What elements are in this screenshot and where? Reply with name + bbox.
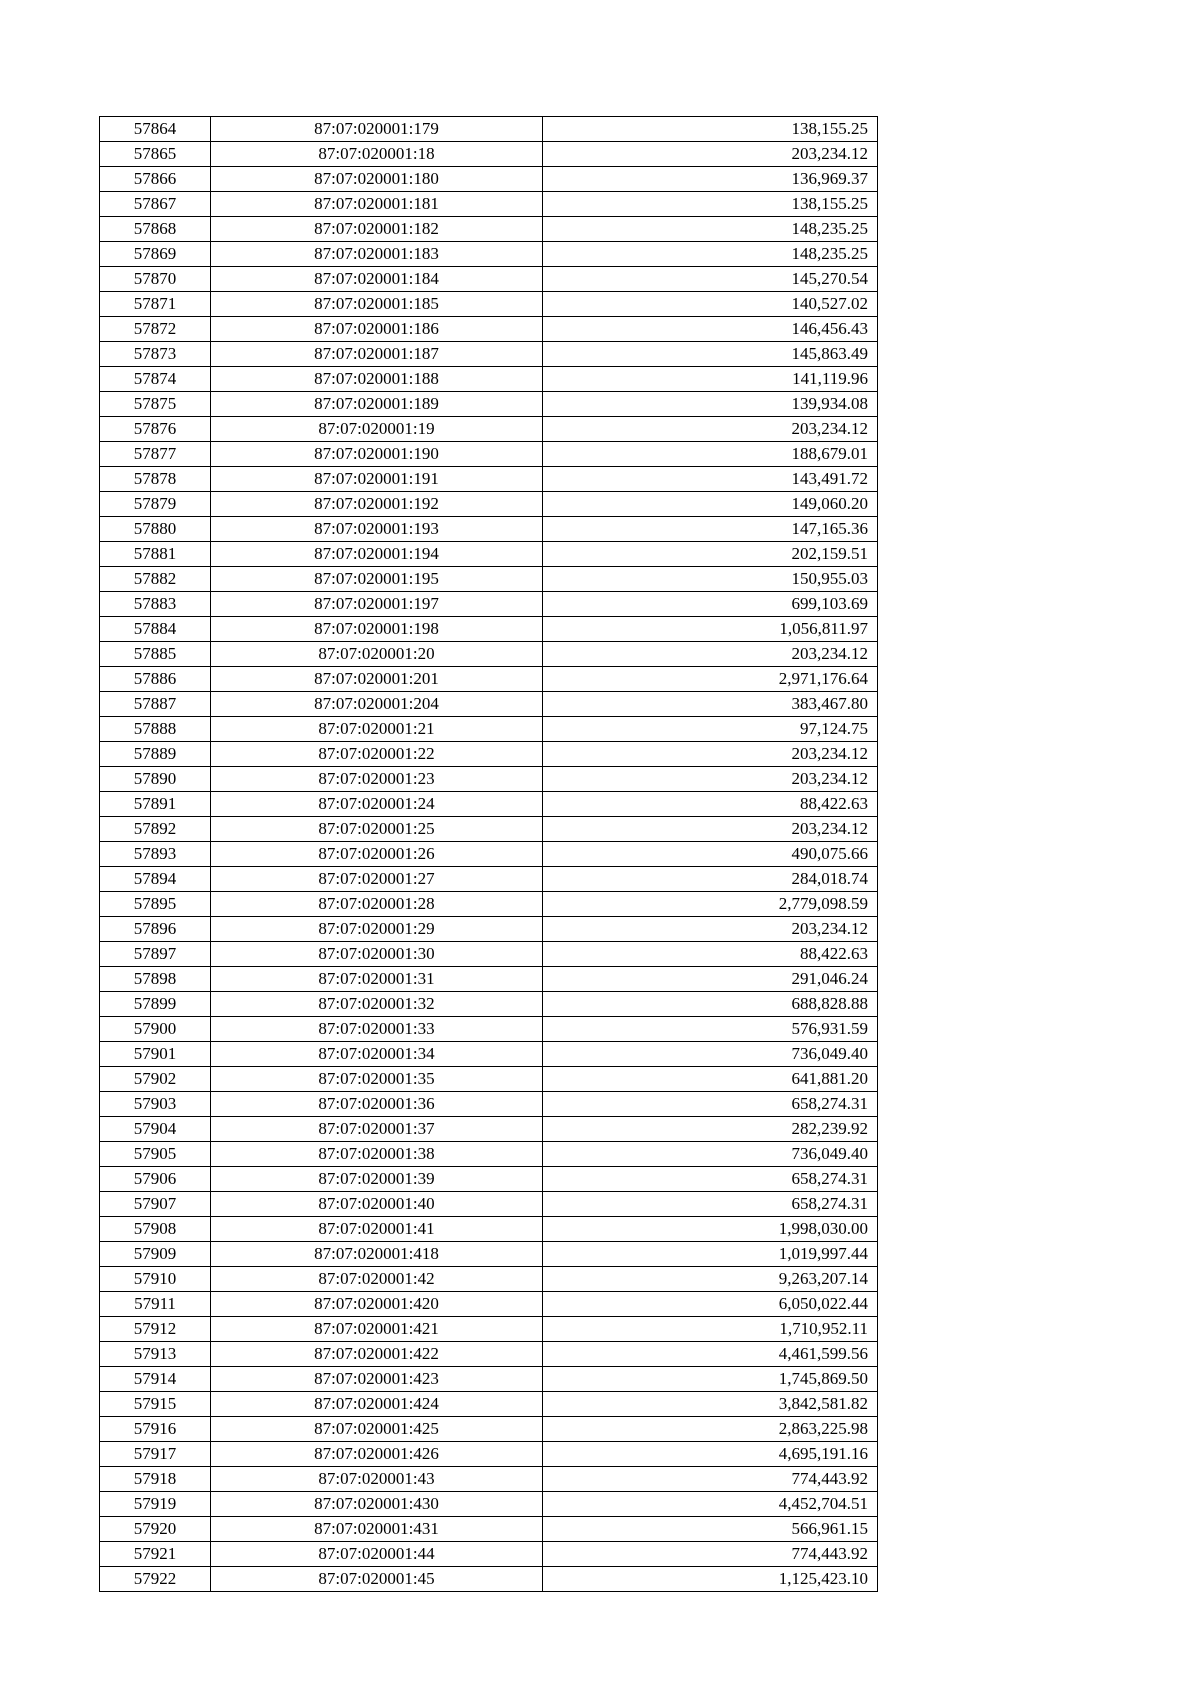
table-row (100, 1392, 878, 1417)
table-row (100, 1042, 878, 1067)
table-row (100, 317, 878, 342)
cadastral-number-cell: 87:07:020001:426 (211, 1442, 543, 1467)
cadastral-number-cell: 87:07:020001:42 (211, 1267, 543, 1292)
value-cell: 149,060.20 (543, 492, 878, 517)
row-number-cell: 57865 (100, 142, 211, 167)
table-row (100, 117, 878, 142)
cadastral-number-cell: 87:07:020001:34 (211, 1042, 543, 1067)
row-number-cell: 57888 (100, 717, 211, 742)
row-number-cell: 57894 (100, 867, 211, 892)
table-row (100, 442, 878, 467)
value-cell: 736,049.40 (543, 1142, 878, 1167)
table-row (100, 367, 878, 392)
table-row (100, 467, 878, 492)
value-cell: 1,745,869.50 (543, 1367, 878, 1392)
table-row (100, 767, 878, 792)
table-row (100, 1417, 878, 1442)
cadastral-number-cell: 87:07:020001:35 (211, 1067, 543, 1092)
row-number-cell: 57876 (100, 417, 211, 442)
row-number-cell: 57886 (100, 667, 211, 692)
table-row (100, 817, 878, 842)
row-number-cell: 57870 (100, 267, 211, 292)
table-row (100, 592, 878, 617)
value-cell: 138,155.25 (543, 192, 878, 217)
cadastral-number-cell: 87:07:020001:37 (211, 1117, 543, 1142)
row-number-cell: 57871 (100, 292, 211, 317)
table-row (100, 1142, 878, 1167)
row-number-cell: 57875 (100, 392, 211, 417)
table-row (100, 867, 878, 892)
value-cell: 282,239.92 (543, 1117, 878, 1142)
cadastral-number-cell: 87:07:020001:23 (211, 767, 543, 792)
row-number-cell: 57914 (100, 1367, 211, 1392)
table-row (100, 417, 878, 442)
table-row (100, 1342, 878, 1367)
row-number-cell: 57877 (100, 442, 211, 467)
value-cell: 143,491.72 (543, 467, 878, 492)
cadastral-number-cell: 87:07:020001:186 (211, 317, 543, 342)
row-number-cell: 57864 (100, 117, 211, 142)
row-number-cell: 57884 (100, 617, 211, 642)
value-cell: 203,234.12 (543, 417, 878, 442)
cadastral-number-cell: 87:07:020001:424 (211, 1392, 543, 1417)
value-cell: 203,234.12 (543, 142, 878, 167)
cadastral-number-cell: 87:07:020001:30 (211, 942, 543, 967)
cadastral-number-cell: 87:07:020001:181 (211, 192, 543, 217)
value-cell: 641,881.20 (543, 1067, 878, 1092)
row-number-cell: 57919 (100, 1492, 211, 1517)
cadastral-number-cell: 87:07:020001:185 (211, 292, 543, 317)
cadastral-number-cell: 87:07:020001:43 (211, 1467, 543, 1492)
table-row (100, 1192, 878, 1217)
table-row (100, 1517, 878, 1542)
row-number-cell: 57915 (100, 1392, 211, 1417)
value-cell: 139,934.08 (543, 392, 878, 417)
cadastral-number-cell: 87:07:020001:421 (211, 1317, 543, 1342)
row-number-cell: 57899 (100, 992, 211, 1017)
value-cell: 202,159.51 (543, 542, 878, 567)
row-number-cell: 57889 (100, 742, 211, 767)
table-row (100, 842, 878, 867)
value-cell: 566,961.15 (543, 1517, 878, 1542)
row-number-cell: 57917 (100, 1442, 211, 1467)
row-number-cell: 57873 (100, 342, 211, 367)
value-cell: 3,842,581.82 (543, 1392, 878, 1417)
cadastral-number-cell: 87:07:020001:27 (211, 867, 543, 892)
table-row (100, 992, 878, 1017)
row-number-cell: 57882 (100, 567, 211, 592)
value-cell: 688,828.88 (543, 992, 878, 1017)
row-number-cell: 57892 (100, 817, 211, 842)
row-number-cell: 57867 (100, 192, 211, 217)
cadastral-number-cell: 87:07:020001:38 (211, 1142, 543, 1167)
value-cell: 291,046.24 (543, 967, 878, 992)
table-row (100, 167, 878, 192)
cadastral-number-cell: 87:07:020001:431 (211, 1517, 543, 1542)
row-number-cell: 57866 (100, 167, 211, 192)
value-cell: 141,119.96 (543, 367, 878, 392)
value-cell: 1,998,030.00 (543, 1217, 878, 1242)
table-row (100, 917, 878, 942)
cadastral-number-cell: 87:07:020001:195 (211, 567, 543, 592)
table-row (100, 292, 878, 317)
value-cell: 148,235.25 (543, 242, 878, 267)
row-number-cell: 57909 (100, 1242, 211, 1267)
value-cell: 4,695,191.16 (543, 1442, 878, 1467)
value-cell: 2,971,176.64 (543, 667, 878, 692)
value-cell: 145,270.54 (543, 267, 878, 292)
table-row (100, 392, 878, 417)
table-row (100, 642, 878, 667)
table-row (100, 967, 878, 992)
value-cell: 774,443.92 (543, 1467, 878, 1492)
table-row (100, 1442, 878, 1467)
cadastral-number-cell: 87:07:020001:423 (211, 1367, 543, 1392)
row-number-cell: 57872 (100, 317, 211, 342)
cadastral-number-cell: 87:07:020001:32 (211, 992, 543, 1017)
row-number-cell: 57883 (100, 592, 211, 617)
value-cell: 4,452,704.51 (543, 1492, 878, 1517)
table-row (100, 1242, 878, 1267)
table-row (100, 617, 878, 642)
row-number-cell: 57881 (100, 542, 211, 567)
row-number-cell: 57912 (100, 1317, 211, 1342)
row-number-cell: 57922 (100, 1567, 211, 1592)
row-number-cell: 57918 (100, 1467, 211, 1492)
value-cell: 203,234.12 (543, 817, 878, 842)
cadastral-number-cell: 87:07:020001:425 (211, 1417, 543, 1442)
row-number-cell: 57900 (100, 1017, 211, 1042)
table-row (100, 742, 878, 767)
value-cell: 140,527.02 (543, 292, 878, 317)
cadastral-number-cell: 87:07:020001:20 (211, 642, 543, 667)
value-cell: 736,049.40 (543, 1042, 878, 1067)
row-number-cell: 57902 (100, 1067, 211, 1092)
table-row (100, 1067, 878, 1092)
table-row (100, 492, 878, 517)
value-cell: 88,422.63 (543, 942, 878, 967)
table-row (100, 1317, 878, 1342)
cadastral-number-cell: 87:07:020001:182 (211, 217, 543, 242)
cadastral-number-cell: 87:07:020001:25 (211, 817, 543, 842)
row-number-cell: 57874 (100, 367, 211, 392)
table-row (100, 942, 878, 967)
cadastral-number-cell: 87:07:020001:22 (211, 742, 543, 767)
table-row (100, 717, 878, 742)
row-number-cell: 57920 (100, 1517, 211, 1542)
value-cell: 203,234.12 (543, 767, 878, 792)
table-row (100, 1542, 878, 1567)
row-number-cell: 57906 (100, 1167, 211, 1192)
table-row (100, 192, 878, 217)
cadastral-number-cell: 87:07:020001:184 (211, 267, 543, 292)
cadastral-value-table (99, 116, 878, 1592)
cadastral-number-cell: 87:07:020001:430 (211, 1492, 543, 1517)
cadastral-number-cell: 87:07:020001:19 (211, 417, 543, 442)
value-cell: 150,955.03 (543, 567, 878, 592)
row-number-cell: 57908 (100, 1217, 211, 1242)
cadastral-number-cell: 87:07:020001:29 (211, 917, 543, 942)
row-number-cell: 57916 (100, 1417, 211, 1442)
table-row (100, 1017, 878, 1042)
value-cell: 188,679.01 (543, 442, 878, 467)
value-cell: 658,274.31 (543, 1167, 878, 1192)
table-row (100, 1292, 878, 1317)
row-number-cell: 57913 (100, 1342, 211, 1367)
table-body (100, 117, 878, 1592)
cadastral-number-cell: 87:07:020001:39 (211, 1167, 543, 1192)
row-number-cell: 57890 (100, 767, 211, 792)
table-row (100, 1217, 878, 1242)
table-row (100, 1092, 878, 1117)
row-number-cell: 57887 (100, 692, 211, 717)
table-row (100, 517, 878, 542)
cadastral-number-cell: 87:07:020001:24 (211, 792, 543, 817)
row-number-cell: 57879 (100, 492, 211, 517)
table-row (100, 142, 878, 167)
cadastral-number-cell: 87:07:020001:44 (211, 1542, 543, 1567)
table-row (100, 1167, 878, 1192)
row-number-cell: 57911 (100, 1292, 211, 1317)
value-cell: 203,234.12 (543, 917, 878, 942)
table-row (100, 217, 878, 242)
cadastral-number-cell: 87:07:020001:183 (211, 242, 543, 267)
value-cell: 383,467.80 (543, 692, 878, 717)
table-row (100, 1117, 878, 1142)
cadastral-number-cell: 87:07:020001:187 (211, 342, 543, 367)
table-row (100, 267, 878, 292)
value-cell: 699,103.69 (543, 592, 878, 617)
cadastral-number-cell: 87:07:020001:33 (211, 1017, 543, 1042)
value-cell: 147,165.36 (543, 517, 878, 542)
table-row (100, 1367, 878, 1392)
row-number-cell: 57921 (100, 1542, 211, 1567)
value-cell: 9,263,207.14 (543, 1267, 878, 1292)
value-cell: 284,018.74 (543, 867, 878, 892)
row-number-cell: 57901 (100, 1042, 211, 1067)
value-cell: 774,443.92 (543, 1542, 878, 1567)
cadastral-number-cell: 87:07:020001:422 (211, 1342, 543, 1367)
cadastral-number-cell: 87:07:020001:41 (211, 1217, 543, 1242)
value-cell: 1,125,423.10 (543, 1567, 878, 1592)
cadastral-number-cell: 87:07:020001:194 (211, 542, 543, 567)
value-cell: 146,456.43 (543, 317, 878, 342)
table-row (100, 342, 878, 367)
cadastral-number-cell: 87:07:020001:40 (211, 1192, 543, 1217)
table-row (100, 667, 878, 692)
row-number-cell: 57891 (100, 792, 211, 817)
cadastral-number-cell: 87:07:020001:190 (211, 442, 543, 467)
value-cell: 2,779,098.59 (543, 892, 878, 917)
value-cell: 88,422.63 (543, 792, 878, 817)
row-number-cell: 57885 (100, 642, 211, 667)
cadastral-number-cell: 87:07:020001:418 (211, 1242, 543, 1267)
row-number-cell: 57907 (100, 1192, 211, 1217)
row-number-cell: 57904 (100, 1117, 211, 1142)
cadastral-number-cell: 87:07:020001:45 (211, 1567, 543, 1592)
value-cell: 145,863.49 (543, 342, 878, 367)
table-row (100, 1492, 878, 1517)
table-row (100, 1567, 878, 1592)
cadastral-number-cell: 87:07:020001:192 (211, 492, 543, 517)
table-row (100, 792, 878, 817)
cadastral-number-cell: 87:07:020001:189 (211, 392, 543, 417)
row-number-cell: 57893 (100, 842, 211, 867)
value-cell: 658,274.31 (543, 1192, 878, 1217)
table-row (100, 692, 878, 717)
value-cell: 6,050,022.44 (543, 1292, 878, 1317)
cadastral-number-cell: 87:07:020001:26 (211, 842, 543, 867)
row-number-cell: 57895 (100, 892, 211, 917)
value-cell: 1,056,811.97 (543, 617, 878, 642)
cadastral-number-cell: 87:07:020001:28 (211, 892, 543, 917)
table-row (100, 242, 878, 267)
cadastral-number-cell: 87:07:020001:21 (211, 717, 543, 742)
row-number-cell: 57880 (100, 517, 211, 542)
row-number-cell: 57869 (100, 242, 211, 267)
value-cell: 136,969.37 (543, 167, 878, 192)
cadastral-number-cell: 87:07:020001:18 (211, 142, 543, 167)
value-cell: 4,461,599.56 (543, 1342, 878, 1367)
value-cell: 658,274.31 (543, 1092, 878, 1117)
value-cell: 1,019,997.44 (543, 1242, 878, 1267)
value-cell: 490,075.66 (543, 842, 878, 867)
cadastral-number-cell: 87:07:020001:420 (211, 1292, 543, 1317)
row-number-cell: 57898 (100, 967, 211, 992)
row-number-cell: 57897 (100, 942, 211, 967)
cadastral-number-cell: 87:07:020001:198 (211, 617, 543, 642)
value-cell: 203,234.12 (543, 742, 878, 767)
table-row (100, 542, 878, 567)
cadastral-number-cell: 87:07:020001:197 (211, 592, 543, 617)
cadastral-number-cell: 87:07:020001:204 (211, 692, 543, 717)
value-cell: 97,124.75 (543, 717, 878, 742)
value-cell: 2,863,225.98 (543, 1417, 878, 1442)
cadastral-number-cell: 87:07:020001:193 (211, 517, 543, 542)
table-row (100, 892, 878, 917)
cadastral-number-cell: 87:07:020001:180 (211, 167, 543, 192)
value-cell: 203,234.12 (543, 642, 878, 667)
table-row (100, 567, 878, 592)
cadastral-number-cell: 87:07:020001:179 (211, 117, 543, 142)
row-number-cell: 57896 (100, 917, 211, 942)
cadastral-number-cell: 87:07:020001:201 (211, 667, 543, 692)
value-cell: 576,931.59 (543, 1017, 878, 1042)
row-number-cell: 57903 (100, 1092, 211, 1117)
row-number-cell: 57910 (100, 1267, 211, 1292)
value-cell: 138,155.25 (543, 117, 878, 142)
cadastral-number-cell: 87:07:020001:36 (211, 1092, 543, 1117)
row-number-cell: 57878 (100, 467, 211, 492)
value-cell: 148,235.25 (543, 217, 878, 242)
cadastral-number-cell: 87:07:020001:188 (211, 367, 543, 392)
cadastral-number-cell: 87:07:020001:31 (211, 967, 543, 992)
cadastral-number-cell: 87:07:020001:191 (211, 467, 543, 492)
table-row (100, 1267, 878, 1292)
row-number-cell: 57905 (100, 1142, 211, 1167)
value-cell: 1,710,952.11 (543, 1317, 878, 1342)
table-row (100, 1467, 878, 1492)
row-number-cell: 57868 (100, 217, 211, 242)
